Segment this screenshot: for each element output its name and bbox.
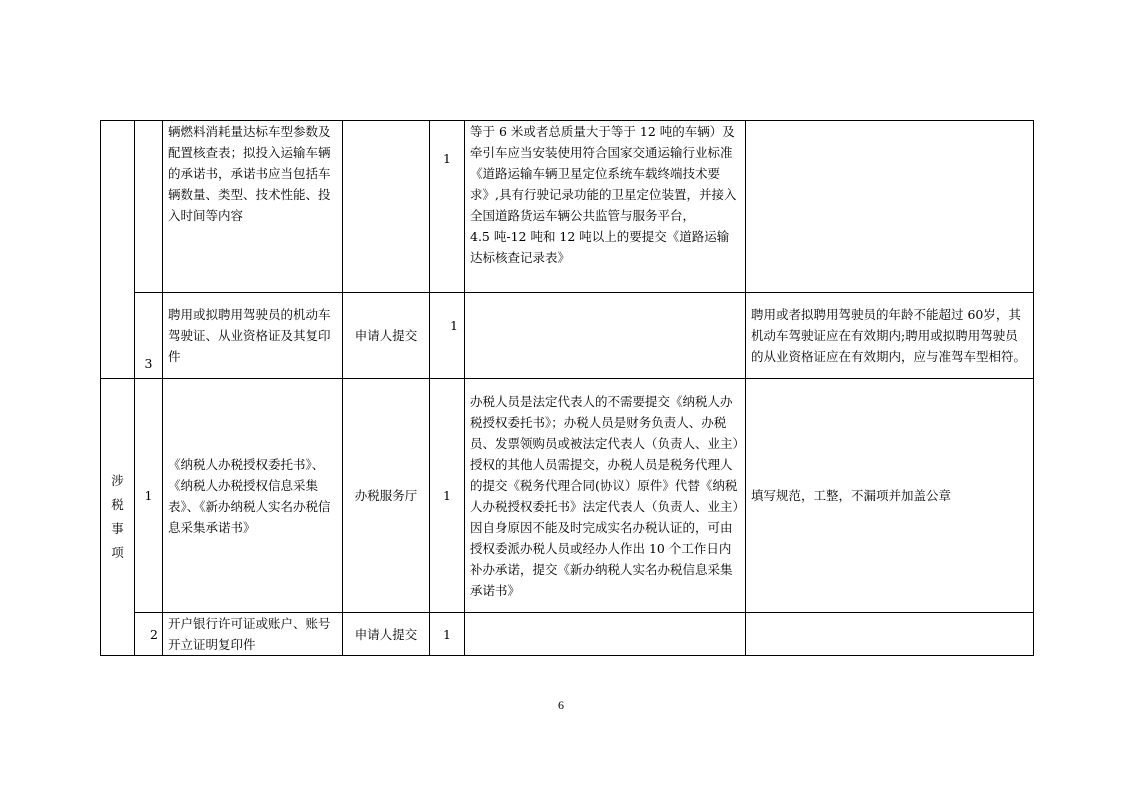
item-number-cell: 2 — [135, 613, 163, 656]
document-cell: 辆燃料消耗量达标车型参数及配置核查表；拟投入运输车辆的承诺书，承诺书应当包括车辆数量、类型、技术性能、投入时间等内容 — [163, 121, 343, 293]
note-cell — [746, 613, 1034, 656]
requirement-cell: 办税人员是法定代表人的不需要提交《纳税人办税授权委托书》；办税人员是财务负责人、办税员、发票领购员或被法定代表人（负责人、业主）授权的其他人员需提交，办税人员是税务代理人的提交《税务代理合同(协议）原件》代替《纳税人办税授权委托书》法定代表人（负责人、业主）因自身原因不能及时完成实名办税认证的，可由授权委派办税人员或经办人作出 10 个工作日内补办承诺，提交《新办纳税人实名办税信息采集承诺书》 — [465, 379, 746, 613]
note-cell: 聘用或者拟聘用驾驶员的年龄不能超过 60岁，其机动车驾驶证应在有效期内;聘用或拟聘用驾驶员的从业资格证应在有效期内，应与准驾车型相符。 — [746, 293, 1034, 379]
item-number-cell — [135, 121, 163, 293]
category-char: 事 — [111, 521, 124, 536]
table-row — [101, 379, 1034, 613]
source-cell: 办税服务厅 — [343, 379, 430, 613]
document-cell: 聘用或拟聘用驾驶员的机动车驾驶证、从业资格证及其复印件 — [163, 293, 343, 379]
count-cell: 1 — [430, 613, 465, 656]
category-cell — [101, 121, 135, 379]
category-char: 项 — [111, 545, 124, 560]
requirements-table — [100, 120, 1034, 656]
category-char: 涉 — [111, 473, 124, 488]
requirement-cell — [465, 613, 746, 656]
note-cell — [746, 121, 1034, 293]
count-cell: 1 — [430, 121, 465, 293]
category-char: 税 — [111, 497, 124, 512]
source-cell: 申请人提交 — [343, 613, 430, 656]
requirement-cell: 等于 6 米或者总质量大于等于 12 吨的车辆）及牵引车应当安装使用符合国家交通运输行业标准《道路运输车辆卫星定位系统车载终端技术要求》,具有行驶记录功能的卫星定位装置，并接入全国道路货运车辆公共监管与服务平台， 4.5 吨-12 吨和 12 吨以上的要提交《道路运输达标核查记录表》 — [465, 121, 746, 293]
requirement-cell — [465, 293, 746, 379]
count-cell: 1 — [430, 293, 465, 379]
table-row — [101, 293, 1034, 379]
page-number: 6 — [558, 698, 564, 712]
document-cell: 《纳税人办税授权委托书》、《纳税人办税授权信息采集表》、《新办纳税人实名办税信息采集承诺书》 — [163, 379, 343, 613]
source-cell — [343, 121, 430, 293]
table-row — [101, 613, 1034, 656]
document-cell: 开户银行许可证或账户、账号开立证明复印件 — [163, 613, 343, 656]
count-cell: 1 — [430, 379, 465, 613]
category-cell — [101, 379, 135, 656]
item-number-cell: 3 — [135, 293, 163, 379]
source-cell: 申请人提交 — [343, 293, 430, 379]
note-cell: 填写规范，工整，不漏项并加盖公章 — [746, 379, 1034, 613]
table-row — [101, 121, 1034, 293]
item-number-cell: 1 — [135, 379, 163, 613]
